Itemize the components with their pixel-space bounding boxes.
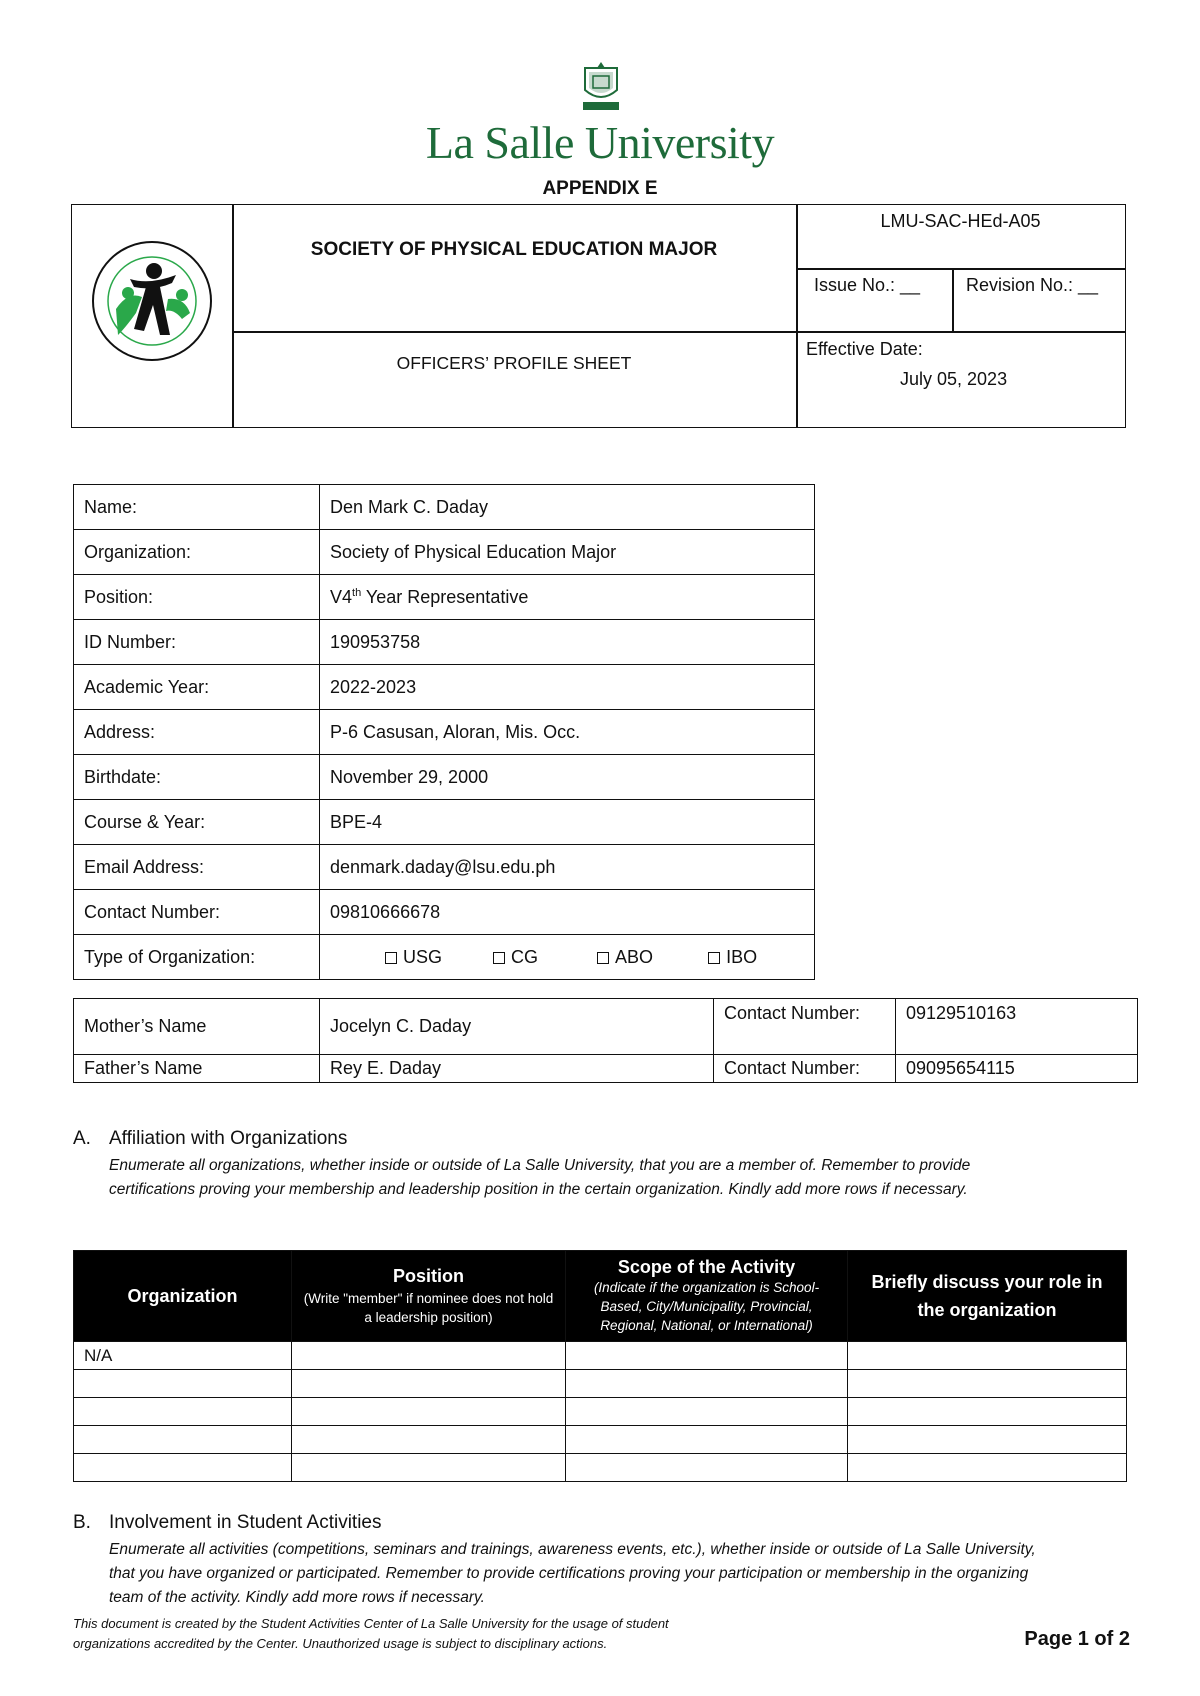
mother-contact-label: Contact Number: xyxy=(714,999,896,1055)
father-contact-label: Contact Number: xyxy=(714,1055,896,1083)
field-label: Address: xyxy=(74,710,320,755)
table-row xyxy=(74,999,1138,1055)
table-row xyxy=(74,1398,1127,1426)
organization-type-options xyxy=(320,935,815,980)
section-b-description-line: team of the activity. Kindly add more rows if necessary. xyxy=(109,1589,485,1606)
checkbox-icon[interactable] xyxy=(493,952,505,964)
table-cell[interactable] xyxy=(848,1398,1127,1426)
field-label: Type of Organization: xyxy=(74,935,320,980)
field-value: BPE-4 xyxy=(320,800,815,845)
table-row xyxy=(74,665,815,710)
table-cell[interactable] xyxy=(848,1426,1127,1454)
field-value: P-6 Casusan, Aloran, Mis. Occ. xyxy=(320,710,815,755)
field-value: 2022-2023 xyxy=(320,665,815,710)
table-cell[interactable] xyxy=(292,1426,566,1454)
column-subheader: (Indicate if the organization is School-Based, City/Municipality, Provincial, Regional, National, or International) xyxy=(593,1280,820,1333)
column-subheader: (Write "member" if nominee does not hold a leadership position) xyxy=(303,1290,554,1325)
table-row xyxy=(74,485,815,530)
field-label: ID Number: xyxy=(74,620,320,665)
footer-note xyxy=(73,1614,669,1654)
field-value: November 29, 2000 xyxy=(320,755,815,800)
field-value: denmark.daday@lsu.edu.ph xyxy=(320,845,815,890)
table-cell[interactable] xyxy=(848,1370,1127,1398)
section-a-title: Affiliation with Organizations xyxy=(109,1128,348,1149)
position-suffix: Year Representative xyxy=(361,586,529,607)
table-cell[interactable] xyxy=(74,1426,292,1454)
table-cell[interactable] xyxy=(292,1370,566,1398)
position-superscript: th xyxy=(352,586,362,599)
column-header-position: Position (Write "member" if nominee does not hold a leadership position) xyxy=(292,1251,566,1342)
parents-table xyxy=(73,998,1138,1083)
position-prefix: V4 xyxy=(330,586,353,607)
option-label: IBO xyxy=(726,946,758,967)
effective-date-label: Effective Date: xyxy=(806,339,923,359)
table-cell[interactable] xyxy=(292,1342,566,1370)
table-cell[interactable] xyxy=(74,1398,292,1426)
section-b-title: Involvement in Student Activities xyxy=(109,1512,382,1533)
mother-label: Mother’s Name xyxy=(74,999,320,1055)
father-label: Father’s Name xyxy=(74,1055,320,1083)
field-value: 09810666678 xyxy=(320,890,815,935)
table-cell[interactable] xyxy=(566,1398,848,1426)
mother-contact: 09129510163 xyxy=(896,999,1138,1055)
field-label: Birthdate: xyxy=(74,755,320,800)
table-row xyxy=(74,890,815,935)
effective-date: July 05, 2023 xyxy=(900,369,1008,389)
organization-title: SOCIETY OF PHYSICAL EDUCATION MAJOR xyxy=(310,239,718,260)
section-a-description-line: Enumerate all organizations, whether inside or outside of La Salle University, that you are a member of. Remember to provide xyxy=(109,1157,971,1174)
page-number: Page 1 of 2 xyxy=(1024,1628,1130,1650)
table-cell[interactable] xyxy=(292,1398,566,1426)
field-label: Organization: xyxy=(74,530,320,575)
table-row xyxy=(74,1370,1127,1398)
section-b-description-line: Enumerate all activities (competitions, seminars and trainings, awareness events, etc.), whether inside or outside of La Salle University, xyxy=(109,1541,1036,1558)
footer-note-line: This document is created by the Student Activities Center of La Salle University for the usage of student xyxy=(73,1616,669,1631)
table-cell[interactable] xyxy=(292,1454,566,1482)
table-row xyxy=(74,755,815,800)
table-row xyxy=(74,935,815,980)
university-crest-icon xyxy=(579,60,623,118)
document-header-box xyxy=(71,204,1126,428)
table-header-row xyxy=(74,1251,1127,1342)
table-cell[interactable] xyxy=(74,1454,292,1482)
field-label: Email Address: xyxy=(74,845,320,890)
column-header-organization: Organization xyxy=(74,1251,292,1342)
field-label: Academic Year: xyxy=(74,665,320,710)
document-code: LMU-SAC-HEd-A05 xyxy=(880,211,1041,231)
field-value: Den Mark C. Daday xyxy=(320,485,815,530)
university-name: La Salle University xyxy=(425,117,775,168)
section-b-description-line: that you have organized or participated. Remember to provide certifications proving your participation or membership in the organizing xyxy=(109,1565,1029,1582)
affiliation-table xyxy=(73,1250,1127,1482)
table-cell[interactable] xyxy=(74,1370,292,1398)
table-cell[interactable] xyxy=(566,1370,848,1398)
issue-number: Issue No.: __ xyxy=(814,275,921,295)
father-name: Rey E. Daday xyxy=(320,1055,714,1083)
table-cell[interactable]: N/A xyxy=(74,1342,292,1370)
appendix-label: APPENDIX E xyxy=(542,178,658,199)
table-cell[interactable] xyxy=(848,1342,1127,1370)
footer-note-line: organizations accredited by the Center. Unauthorized usage is subject to disciplinary actions. xyxy=(73,1636,608,1651)
section-a-description-line: certifications proving your membership and leadership position in the certain organization. Kindly add more rows if necessary. xyxy=(109,1181,968,1198)
table-row xyxy=(74,1055,1138,1083)
checkbox-icon[interactable] xyxy=(708,952,720,964)
organization-logo-icon xyxy=(90,239,214,363)
option-ibo[interactable] xyxy=(708,947,757,967)
option-usg[interactable] xyxy=(385,947,442,967)
table-row xyxy=(74,845,815,890)
checkbox-icon[interactable] xyxy=(385,952,397,964)
field-value xyxy=(320,575,815,620)
table-row xyxy=(74,1426,1127,1454)
mother-name: Jocelyn C. Daday xyxy=(320,999,714,1055)
option-label: USG xyxy=(403,946,443,967)
table-cell[interactable] xyxy=(566,1454,848,1482)
table-cell[interactable] xyxy=(566,1342,848,1370)
sheet-title: OFFICERS’ PROFILE SHEET xyxy=(396,353,632,373)
table-row xyxy=(74,800,815,845)
section-b-letter: B. xyxy=(73,1512,91,1533)
table-row xyxy=(74,1342,1127,1370)
option-abo[interactable] xyxy=(597,947,653,967)
table-cell[interactable] xyxy=(848,1454,1127,1482)
option-cg[interactable] xyxy=(493,947,538,967)
officer-profile-table xyxy=(73,484,815,980)
table-row xyxy=(74,1454,1127,1482)
field-label: Name: xyxy=(74,485,320,530)
table-cell[interactable] xyxy=(566,1426,848,1454)
option-label: ABO xyxy=(615,946,654,967)
field-label: Course & Year: xyxy=(74,800,320,845)
option-label: CG xyxy=(511,946,539,967)
table-row xyxy=(74,710,815,755)
table-row xyxy=(74,530,815,575)
table-row xyxy=(74,575,815,620)
column-header-role: Briefly discuss your role in the organization xyxy=(848,1251,1127,1342)
revision-number: Revision No.: __ xyxy=(966,275,1099,295)
field-value: 190953758 xyxy=(320,620,815,665)
field-label: Position: xyxy=(74,575,320,620)
column-header-scope: Scope of the Activity (Indicate if the organization is School-Based, City/Municipality, Provincial, Regional, National, or International) xyxy=(566,1251,848,1342)
table-row xyxy=(74,620,815,665)
field-label: Contact Number: xyxy=(74,890,320,935)
field-value: Society of Physical Education Major xyxy=(320,530,815,575)
section-a-letter: A. xyxy=(73,1128,91,1149)
father-contact: 09095654115 xyxy=(896,1055,1138,1083)
checkbox-icon[interactable] xyxy=(597,952,609,964)
